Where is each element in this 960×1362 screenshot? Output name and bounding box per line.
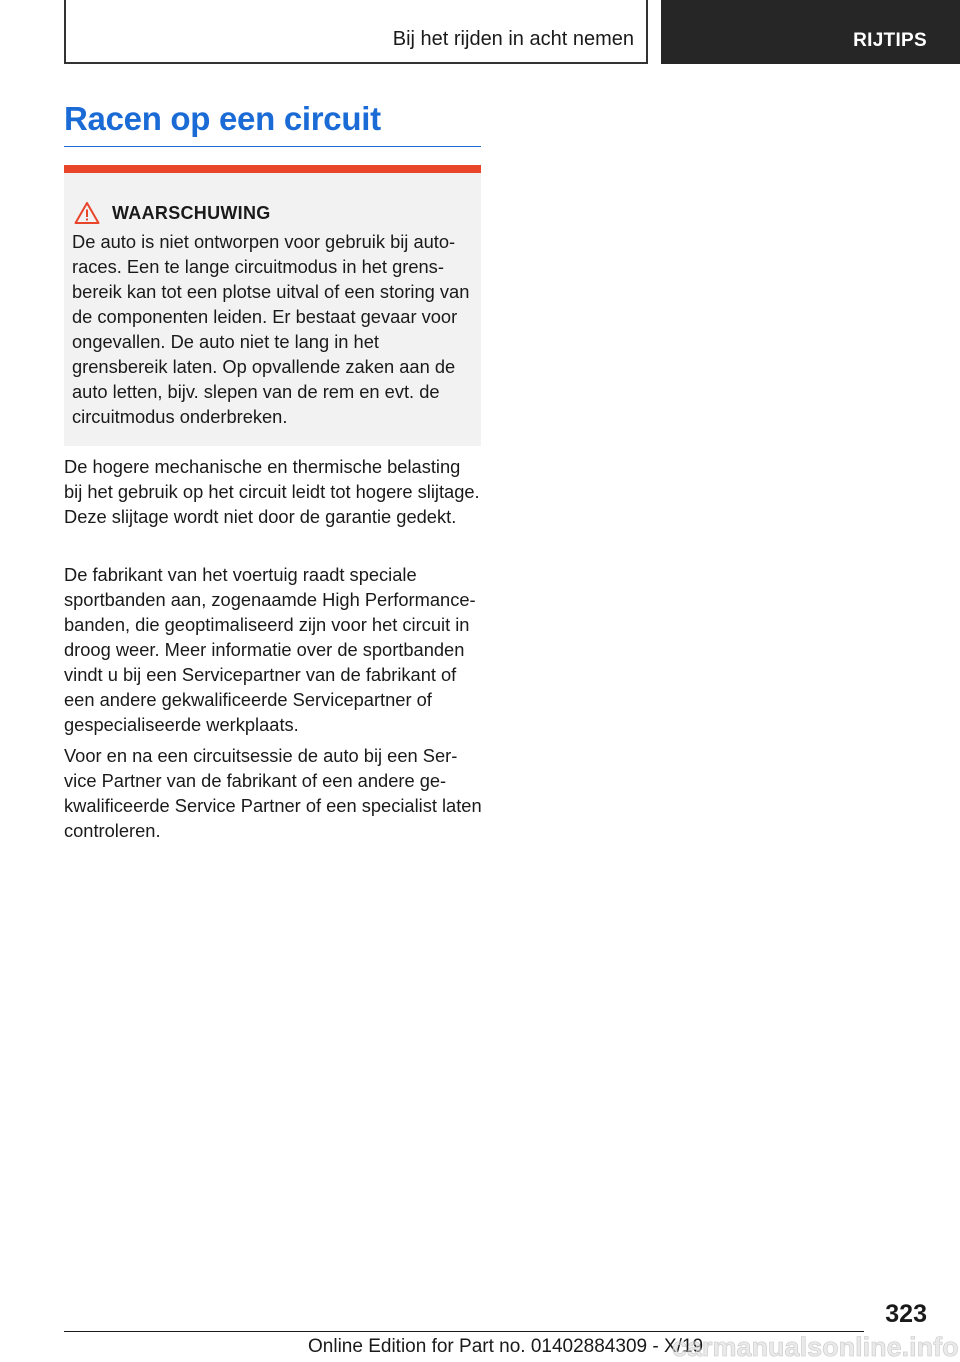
title-underline	[64, 146, 481, 147]
warning-box	[64, 165, 481, 446]
running-header	[64, 0, 648, 64]
warning-text: De auto is niet ontworpen voor gebruik bij autoraces. Een te lange circuitmodus in het grensbereik kan tot een plotse uitval of een storing van de componenten leiden. Er bestaat gevaar voor ongevallen. De auto niet te lang in het grensbereik laten. Op opvallende zaken aan de auto letten, bijv. slepen van de rem en evt. de circuitmodus onderbreken.	[72, 231, 470, 427]
watermark-logo	[668, 1330, 960, 1362]
watermark-text: carmanualsonline.info	[672, 1332, 959, 1362]
paragraph-wear: De hogere mechanische en thermische belasting bij het gebruik op het circuit leidt tot hogere slijtage. Deze slijtage wordt niet door de garantie gedekt.	[64, 456, 480, 527]
chapter-tab	[661, 0, 960, 64]
warning-label: WAARSCHUWING	[112, 202, 271, 223]
page-number: 323	[885, 1300, 927, 1328]
chapter-tab-label: RIJTIPS	[853, 30, 927, 51]
warning-triangle-icon	[74, 201, 100, 225]
page-title: Racen op een circuit	[64, 100, 381, 137]
header-section-title: Bij het rijden in acht nemen	[392, 28, 634, 50]
footer-edition-text: Online Edition for Part no. 01402884309 - X/19	[308, 1336, 704, 1357]
paragraph-service-check: Voor en na een circuitsessie de auto bij een Service Partner van de fabrikant of een andere gekwalificeerde Service Partner of een specialist laten controleren.	[64, 745, 482, 841]
warning-heading	[74, 201, 271, 225]
paragraph-tyres: De fabrikant van het voertuig raadt speciale sportbanden aan, zogenaamde High Performance-banden, die geoptimaliseerd zijn voor het circuit in droog weer. Meer informatie over de sportbanden vindt u bij een Servicepartner van de fabrikant of een andere gekwalificeerde Servicepartner of gespecialiseerde werkplaats.	[64, 564, 476, 735]
